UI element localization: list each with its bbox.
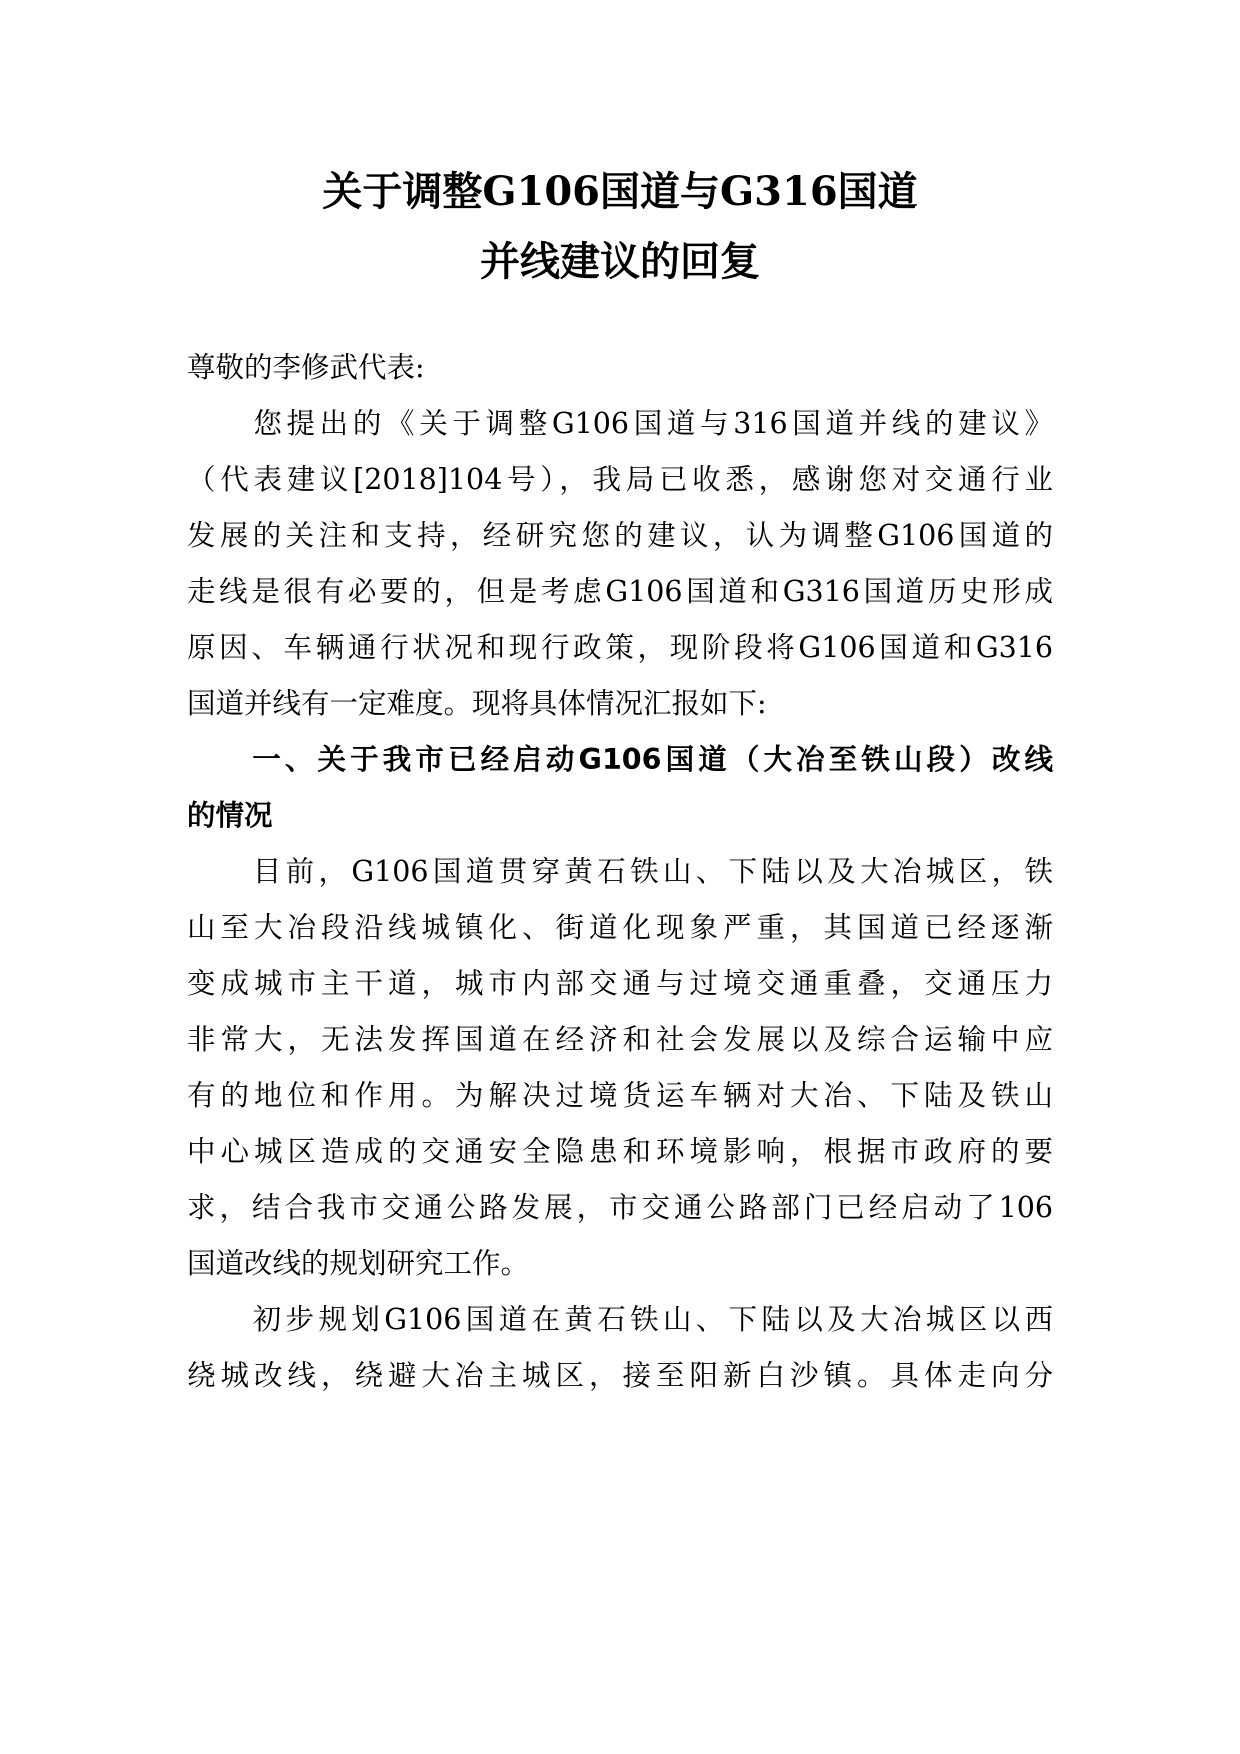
paragraph-1-line: 原因、车辆通行状况和现行政策，现阶段将G106国道和G316 (187, 631, 1053, 664)
paragraph-1-line: 走线是很有必要的，但是考虑G106国道和G316国道历史形成 (187, 575, 1053, 608)
paragraph-3-line: 绕城改线，绕避大冶主城区，接至阳新白沙镇。具体走向分 (187, 1359, 1053, 1392)
paragraph-2-line: 山至大冶段沿线城镇化、街道化现象严重，其国道已经逐渐 (187, 911, 1053, 944)
paragraph-3-line: 初步规划G106国道在黄石铁山、下陆以及大冶城区以西 (187, 1303, 1053, 1336)
paragraph-2-line: 有的地位和作用。为解决过境货运车辆对大冶、下陆及铁山 (187, 1079, 1053, 1112)
paragraph-2-line: 非常大，无法发挥国道在经济和社会发展以及综合运输中应 (187, 1023, 1053, 1056)
salutation: 尊敬的李修武代表: (187, 351, 425, 384)
section-1-heading-line: 一、关于我市已经启动G106国道（大冶至铁山段）改线 (187, 743, 1053, 776)
paragraph-2-line: 中心城区造成的交通安全隐患和环境影响，根据市政府的要 (187, 1135, 1053, 1168)
document-title-line-1: 关于调整G106国道与G316国道 (322, 168, 918, 215)
paragraph-1-line: 国道并线有一定难度。现将具体情况汇报如下: (187, 687, 767, 720)
document-title-line-2: 并线建议的回复 (480, 238, 760, 285)
paragraph-2-line: 国道改线的规划研究工作。 (187, 1247, 530, 1280)
paragraph-2-line: 变成城市主干道，城市内部交通与过境交通重叠，交通压力 (187, 967, 1053, 1000)
paragraph-2-line: 目前，G106国道贯穿黄石铁山、下陆以及大冶城区，铁 (187, 855, 1053, 888)
section-1-heading-line: 的情况 (187, 799, 273, 832)
paragraph-2-line: 求，结合我市交通公路发展，市交通公路部门已经启动了106 (187, 1191, 1053, 1224)
paragraph-1-line: 您提出的《关于调整G106国道与316国道并线的建议》 (187, 407, 1053, 440)
paragraph-1-line: 发展的关注和支持，经研究您的建议，认为调整G106国道的 (187, 519, 1053, 552)
paragraph-1-line: （代表建议[2018]104号），我局已收悉，感谢您对交通行业 (187, 463, 1053, 496)
